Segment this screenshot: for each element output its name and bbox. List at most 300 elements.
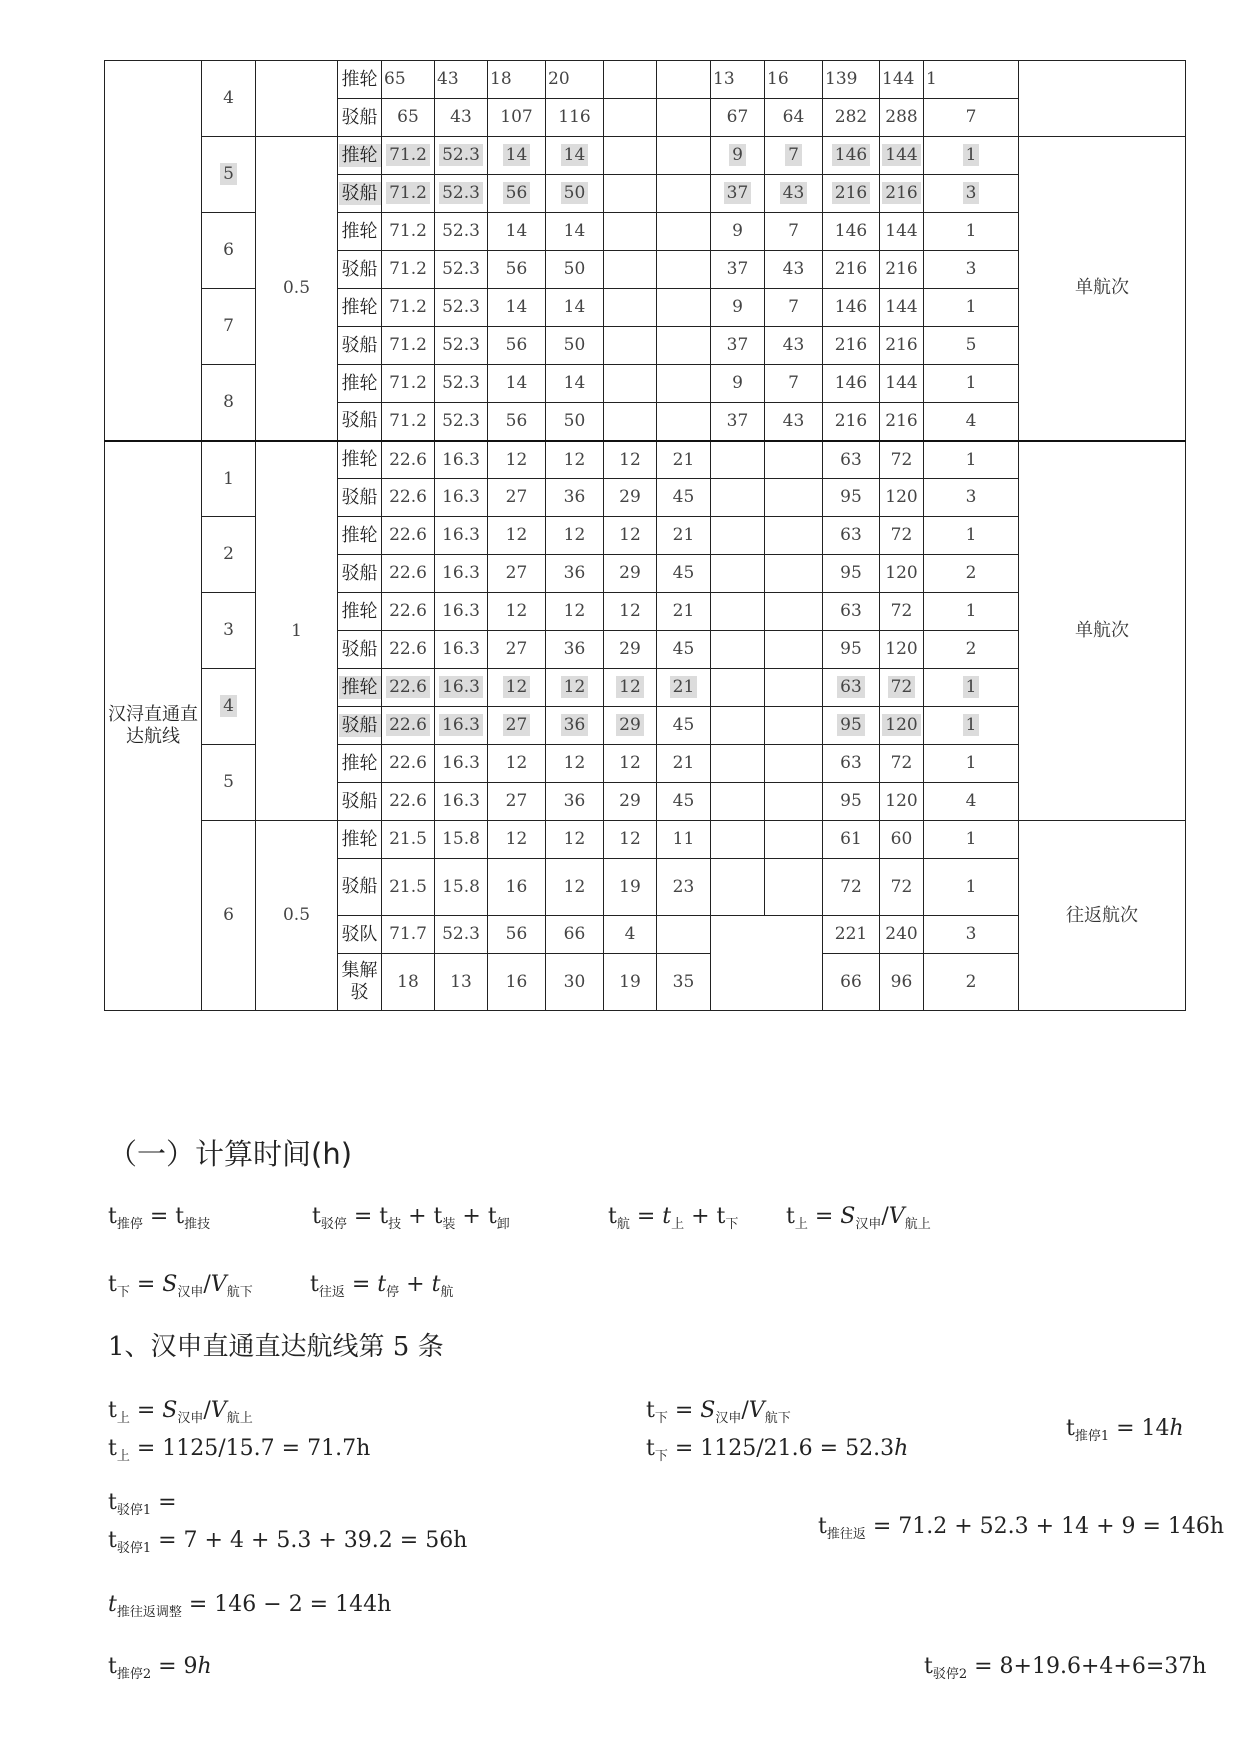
value-cell bbox=[657, 213, 711, 251]
value-text: 21 bbox=[672, 601, 695, 622]
value-text: 37 bbox=[724, 182, 752, 204]
value-text: 45 bbox=[672, 639, 695, 660]
value-text: 4 bbox=[624, 924, 636, 945]
value-cell bbox=[823, 175, 880, 213]
value-text: 22.6 bbox=[386, 676, 430, 698]
value-text: 95 bbox=[837, 714, 865, 736]
value-text: 12 bbox=[563, 449, 586, 470]
value-cell bbox=[546, 707, 604, 745]
value-cell bbox=[435, 707, 488, 745]
value-text: 23 bbox=[672, 876, 695, 897]
value-cell bbox=[880, 783, 924, 821]
value-text: 71.2 bbox=[386, 182, 430, 204]
value-text: 12 bbox=[563, 753, 586, 774]
value-cell bbox=[546, 669, 604, 707]
value-text: 29 bbox=[616, 714, 644, 736]
row-number bbox=[202, 593, 256, 669]
value-text: 63 bbox=[840, 525, 862, 546]
value-cell bbox=[823, 61, 880, 99]
row-number-label: 5 bbox=[223, 772, 234, 793]
value-cell bbox=[488, 783, 546, 821]
value-text: 21.5 bbox=[389, 876, 427, 897]
value-cell bbox=[657, 783, 711, 821]
value-cell bbox=[435, 745, 488, 783]
value-text: 72 bbox=[888, 676, 916, 698]
value-cell bbox=[435, 479, 488, 517]
value-text: 72 bbox=[890, 525, 913, 546]
blank-cell bbox=[711, 821, 765, 859]
value-cell bbox=[823, 916, 880, 954]
vessel-type bbox=[338, 327, 382, 365]
value-cell bbox=[711, 61, 765, 99]
vessel-type bbox=[338, 175, 382, 213]
value-cell bbox=[382, 251, 435, 289]
vessel-type bbox=[338, 669, 382, 707]
value-text: 1 bbox=[963, 714, 980, 736]
value-text: 22.6 bbox=[389, 563, 427, 584]
value-text: 66 bbox=[563, 924, 586, 945]
value-text: 71.7 bbox=[389, 924, 427, 945]
value-cell bbox=[711, 479, 765, 517]
value-text: 16.3 bbox=[442, 639, 480, 660]
vessel-type bbox=[338, 99, 382, 137]
formula-up-calc: $t_上 = 1125/15.7 = 71.7h$ bbox=[108, 1436, 371, 1464]
value-text: 21 bbox=[672, 449, 695, 470]
value-text: 45 bbox=[672, 715, 695, 736]
blank-cell bbox=[711, 859, 765, 916]
value-text: 16 bbox=[505, 876, 528, 897]
value-text: 120 bbox=[885, 791, 918, 812]
value-text: 12 bbox=[505, 601, 528, 622]
value-text: 12 bbox=[619, 601, 641, 622]
value-cell bbox=[604, 707, 657, 745]
value-cell bbox=[711, 289, 765, 327]
value-text: 144 bbox=[885, 297, 918, 318]
value-cell bbox=[488, 213, 546, 251]
value-cell bbox=[488, 61, 546, 99]
value-text: 36 bbox=[561, 714, 589, 736]
value-text: 7 bbox=[965, 107, 977, 128]
value-text: 11 bbox=[672, 829, 695, 850]
value-cell bbox=[765, 251, 823, 289]
value-cell bbox=[880, 593, 924, 631]
value-cell bbox=[488, 365, 546, 403]
value-text: 144 bbox=[882, 69, 915, 90]
value-cell bbox=[924, 441, 1019, 479]
table-row bbox=[105, 137, 1186, 175]
value-cell bbox=[657, 707, 711, 745]
value-text: 9 bbox=[732, 297, 743, 318]
value-cell bbox=[435, 916, 488, 954]
value-cell bbox=[711, 137, 765, 175]
value-cell bbox=[880, 669, 924, 707]
value-cell bbox=[546, 137, 604, 175]
value-cell bbox=[880, 555, 924, 593]
value-text: 95 bbox=[840, 487, 862, 508]
vessel-type bbox=[338, 61, 382, 99]
value-cell bbox=[823, 821, 880, 859]
value-text: 14 bbox=[505, 373, 528, 394]
formula-down: $t_下 = S_{汉申}/V_{航下}$ bbox=[108, 1272, 253, 1300]
row-number-label: 4 bbox=[220, 695, 237, 717]
value-cell bbox=[765, 631, 823, 669]
value-text: 95 bbox=[840, 639, 862, 660]
value-cell bbox=[488, 403, 546, 441]
value-cell bbox=[924, 365, 1019, 403]
value-text: 1 bbox=[965, 297, 977, 318]
value-text: 7 bbox=[788, 373, 799, 394]
value-cell bbox=[546, 954, 604, 1011]
value-cell bbox=[382, 783, 435, 821]
value-cell bbox=[657, 327, 711, 365]
value-cell bbox=[924, 555, 1019, 593]
value-cell bbox=[765, 403, 823, 441]
vessel-type bbox=[338, 821, 382, 859]
value-cell bbox=[382, 745, 435, 783]
value-text: 43 bbox=[782, 259, 805, 280]
value-text: 43 bbox=[437, 69, 459, 90]
route-cell: 汉浔直通直达航线 bbox=[105, 441, 202, 1011]
value-text: 56 bbox=[505, 335, 528, 356]
value-cell bbox=[488, 593, 546, 631]
value-cell bbox=[823, 859, 880, 916]
value-cell bbox=[924, 99, 1019, 137]
value-cell bbox=[488, 916, 546, 954]
value-cell bbox=[382, 61, 435, 99]
value-cell bbox=[711, 99, 765, 137]
value-text: 43 bbox=[782, 335, 805, 356]
value-cell bbox=[924, 137, 1019, 175]
value-cell bbox=[657, 289, 711, 327]
value-text: 65 bbox=[384, 69, 406, 90]
vessel-type bbox=[338, 365, 382, 403]
value-cell bbox=[924, 403, 1019, 441]
value-cell bbox=[823, 365, 880, 403]
value-cell bbox=[823, 327, 880, 365]
vessel-type-label: 驳船 bbox=[341, 410, 378, 432]
value-cell bbox=[604, 327, 657, 365]
value-cell bbox=[435, 631, 488, 669]
value-text: 282 bbox=[834, 107, 868, 128]
value-text: 16.3 bbox=[439, 714, 483, 736]
value-text: 61 bbox=[840, 829, 862, 850]
value-cell bbox=[435, 954, 488, 1011]
value-cell bbox=[924, 631, 1019, 669]
value-text: 12 bbox=[619, 829, 641, 850]
vessel-type-label: 驳船 bbox=[341, 334, 378, 356]
value-text: 27 bbox=[505, 639, 528, 660]
value-text: 22.6 bbox=[389, 601, 427, 622]
value-text: 120 bbox=[885, 563, 918, 584]
row-number bbox=[202, 213, 256, 289]
value-text: 9 bbox=[732, 221, 743, 242]
value-cell bbox=[823, 517, 880, 555]
value-cell bbox=[823, 555, 880, 593]
vessel-type bbox=[338, 707, 382, 745]
value-text: 216 bbox=[834, 259, 868, 280]
value-text: 21 bbox=[672, 525, 695, 546]
value-text: 12 bbox=[505, 753, 528, 774]
table-row bbox=[105, 441, 1186, 479]
value-cell bbox=[382, 175, 435, 213]
value-cell bbox=[657, 859, 711, 916]
value-text: 71.2 bbox=[389, 297, 427, 318]
value-text: 12 bbox=[619, 525, 641, 546]
vessel-type-label: 驳船 bbox=[341, 258, 378, 280]
value-cell bbox=[488, 175, 546, 213]
value-text: 36 bbox=[563, 563, 586, 584]
value-text: 4 bbox=[965, 791, 977, 812]
row-number-label: 6 bbox=[223, 240, 234, 261]
value-cell bbox=[488, 441, 546, 479]
value-text: 12 bbox=[563, 601, 586, 622]
value-text: 16.3 bbox=[439, 676, 483, 698]
coef-cell: 1 bbox=[256, 441, 338, 821]
value-cell bbox=[924, 745, 1019, 783]
value-text: 9 bbox=[729, 144, 746, 166]
value-text: 16.3 bbox=[442, 563, 480, 584]
vessel-type bbox=[338, 593, 382, 631]
schedule-table bbox=[104, 60, 1186, 1011]
value-text: 16 bbox=[505, 971, 528, 992]
value-text: 5 bbox=[965, 335, 977, 356]
row-number: 6 bbox=[202, 821, 256, 1011]
value-cell bbox=[546, 821, 604, 859]
vessel-type-label: 推轮 bbox=[341, 600, 378, 622]
row-number bbox=[202, 517, 256, 593]
value-text: 240 bbox=[885, 924, 918, 945]
value-cell bbox=[765, 99, 823, 137]
coef-cell: 0.5 bbox=[256, 821, 338, 1011]
value-cell bbox=[488, 707, 546, 745]
value-cell bbox=[765, 327, 823, 365]
value-text: 1 bbox=[963, 144, 980, 166]
value-cell bbox=[924, 213, 1019, 251]
value-text: 12 bbox=[619, 449, 641, 470]
value-text: 13 bbox=[450, 971, 472, 992]
value-cell bbox=[823, 707, 880, 745]
value-cell bbox=[435, 783, 488, 821]
value-cell bbox=[488, 251, 546, 289]
formula-up: $t_上 = S_{汉申}/V_{航上}$ bbox=[786, 1204, 931, 1232]
value-text: 22.6 bbox=[386, 714, 430, 736]
value-cell bbox=[382, 99, 435, 137]
value-cell bbox=[604, 954, 657, 1011]
value-cell bbox=[880, 441, 924, 479]
value-cell bbox=[765, 137, 823, 175]
vessel-type-label: 驳队 bbox=[341, 923, 378, 945]
value-cell bbox=[924, 517, 1019, 555]
vessel-type-label: 集解 驳 bbox=[341, 960, 378, 1003]
value-text: 27 bbox=[505, 791, 528, 812]
value-cell bbox=[924, 479, 1019, 517]
value-cell bbox=[924, 669, 1019, 707]
value-text: 216 bbox=[885, 411, 918, 432]
value-cell bbox=[823, 251, 880, 289]
value-text: 1 bbox=[965, 373, 977, 394]
value-cell bbox=[880, 137, 924, 175]
formula-up-def: $t_上 = S_{汉申}/V_{航上}$ bbox=[108, 1398, 253, 1426]
value-cell bbox=[435, 289, 488, 327]
value-cell bbox=[435, 175, 488, 213]
value-text: 37 bbox=[726, 259, 749, 280]
value-text: 22.6 bbox=[389, 753, 427, 774]
value-cell bbox=[604, 517, 657, 555]
value-text: 95 bbox=[840, 563, 862, 584]
vessel-type bbox=[338, 517, 382, 555]
value-text: 16.3 bbox=[442, 525, 480, 546]
value-cell bbox=[657, 61, 711, 99]
value-cell bbox=[546, 99, 604, 137]
coef-cell: 0.5 bbox=[256, 137, 338, 441]
value-cell bbox=[657, 175, 711, 213]
value-cell bbox=[604, 745, 657, 783]
value-cell bbox=[924, 175, 1019, 213]
value-text: 27 bbox=[503, 714, 531, 736]
value-cell bbox=[435, 593, 488, 631]
value-cell bbox=[435, 213, 488, 251]
value-cell bbox=[924, 821, 1019, 859]
note-cell: 单航次 bbox=[1019, 441, 1186, 821]
vessel-type-label: 推轮 bbox=[341, 828, 378, 850]
value-cell bbox=[657, 954, 711, 1011]
value-cell bbox=[657, 479, 711, 517]
value-cell bbox=[546, 365, 604, 403]
value-text: 22.6 bbox=[389, 449, 427, 470]
value-text: 43 bbox=[780, 182, 808, 204]
value-cell bbox=[604, 916, 657, 954]
value-cell bbox=[382, 555, 435, 593]
vessel-type bbox=[338, 251, 382, 289]
value-cell bbox=[657, 916, 711, 954]
value-cell bbox=[880, 916, 924, 954]
value-cell bbox=[880, 631, 924, 669]
value-cell bbox=[604, 631, 657, 669]
value-text: 1 bbox=[965, 876, 977, 897]
value-text: 15.8 bbox=[442, 829, 480, 850]
vessel-type-label: 驳船 bbox=[341, 876, 378, 898]
value-text: 146 bbox=[834, 373, 868, 394]
vessel-type bbox=[338, 745, 382, 783]
vessel-type-label: 推轮 bbox=[341, 220, 378, 242]
value-text: 50 bbox=[563, 411, 586, 432]
formula-down-calc: $t_下 = 1125/21.6 = 52.3h$ bbox=[646, 1436, 909, 1464]
value-text: 27 bbox=[505, 563, 528, 584]
value-text: 45 bbox=[672, 487, 695, 508]
vessel-type bbox=[338, 555, 382, 593]
value-text: 64 bbox=[782, 107, 805, 128]
value-cell bbox=[382, 137, 435, 175]
value-cell bbox=[711, 669, 765, 707]
value-text: 37 bbox=[726, 335, 749, 356]
value-cell bbox=[604, 213, 657, 251]
value-cell bbox=[546, 631, 604, 669]
value-text: 288 bbox=[885, 107, 918, 128]
value-text: 30 bbox=[563, 971, 586, 992]
value-cell bbox=[604, 251, 657, 289]
value-text: 19 bbox=[619, 971, 641, 992]
value-cell bbox=[657, 403, 711, 441]
value-cell bbox=[880, 479, 924, 517]
value-text: 72 bbox=[840, 876, 862, 897]
vessel-type bbox=[338, 631, 382, 669]
value-cell bbox=[880, 954, 924, 1011]
row-number-label: 5 bbox=[220, 163, 237, 185]
value-text: 71.2 bbox=[389, 335, 427, 356]
value-text: 52.3 bbox=[439, 144, 483, 166]
value-cell bbox=[546, 175, 604, 213]
value-cell bbox=[488, 137, 546, 175]
vessel-type bbox=[338, 137, 382, 175]
value-cell bbox=[823, 403, 880, 441]
value-text: 1 bbox=[965, 829, 977, 850]
value-text: 36 bbox=[563, 639, 586, 660]
value-text: 1 bbox=[926, 69, 937, 90]
value-cell bbox=[604, 365, 657, 403]
value-cell bbox=[880, 403, 924, 441]
value-text: 14 bbox=[563, 297, 586, 318]
value-cell bbox=[880, 859, 924, 916]
value-cell bbox=[765, 745, 823, 783]
value-cell bbox=[382, 517, 435, 555]
value-text: 120 bbox=[885, 639, 918, 660]
formula-barge-stop-1-def: $t_{驳停1}$ = bbox=[108, 1490, 177, 1518]
value-text: 16.3 bbox=[442, 791, 480, 812]
value-cell bbox=[657, 631, 711, 669]
value-cell bbox=[435, 669, 488, 707]
value-cell bbox=[880, 251, 924, 289]
value-text: 3 bbox=[965, 924, 977, 945]
value-text: 12 bbox=[505, 449, 528, 470]
value-cell bbox=[880, 289, 924, 327]
formula-down-def: $t_下 = S_{汉申}/V_{航下}$ bbox=[646, 1398, 791, 1426]
formula-barge-stop-2: $t_{驳停2} = 8+19.6+4+6=37h$ bbox=[924, 1654, 1207, 1682]
value-text: 12 bbox=[505, 829, 528, 850]
value-text: 2 bbox=[965, 971, 977, 992]
value-text: 1 bbox=[965, 449, 977, 470]
value-cell bbox=[546, 916, 604, 954]
blank-cell bbox=[711, 916, 823, 1011]
value-cell bbox=[823, 289, 880, 327]
value-cell bbox=[711, 783, 765, 821]
value-text: 12 bbox=[563, 876, 586, 897]
value-cell bbox=[657, 99, 711, 137]
value-cell bbox=[546, 251, 604, 289]
value-text: 16.3 bbox=[442, 487, 480, 508]
value-cell bbox=[604, 441, 657, 479]
value-text: 12 bbox=[505, 525, 528, 546]
value-text: 52.3 bbox=[442, 373, 480, 394]
value-text: 216 bbox=[885, 335, 918, 356]
value-text: 63 bbox=[837, 676, 865, 698]
value-text: 52.3 bbox=[439, 182, 483, 204]
note-cell bbox=[1019, 61, 1186, 137]
value-text: 60 bbox=[890, 829, 913, 850]
value-text: 56 bbox=[505, 259, 528, 280]
formula-voyage: $t_航 = t_上 + t_下$ bbox=[608, 1204, 739, 1232]
value-text: 22.6 bbox=[389, 639, 427, 660]
value-cell bbox=[657, 821, 711, 859]
value-cell bbox=[924, 327, 1019, 365]
value-text: 1 bbox=[965, 753, 977, 774]
note-cell: 单航次 bbox=[1019, 137, 1186, 441]
value-text: 52.3 bbox=[442, 411, 480, 432]
value-cell bbox=[823, 137, 880, 175]
value-cell bbox=[546, 289, 604, 327]
value-cell bbox=[488, 479, 546, 517]
vessel-type-label: 驳船 bbox=[341, 562, 378, 584]
value-cell bbox=[657, 745, 711, 783]
